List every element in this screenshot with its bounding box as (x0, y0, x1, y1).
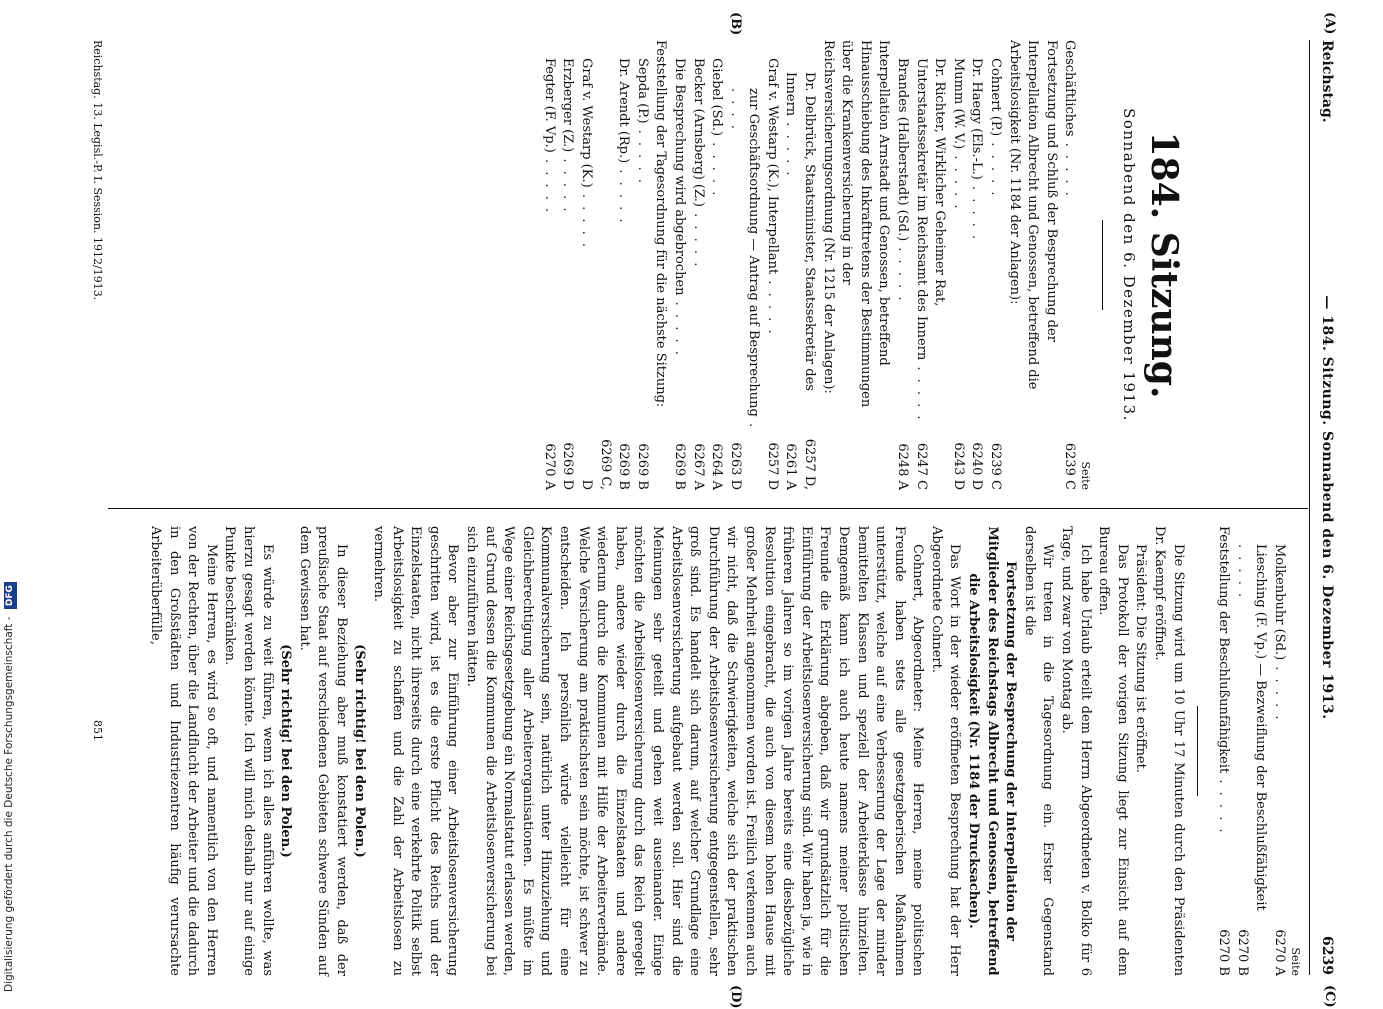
toc-entry (967, 40, 986, 490)
toc-entry (1232, 526, 1269, 976)
title-rule (1102, 220, 1103, 310)
toc-entry-page: 6270 A (541, 443, 557, 490)
column-divider (108, 508, 1308, 509)
paragraph: Bevor aber zur Einführung einer Arbeitslosenversicherung geschritten wird, ist es die erste Pflicht des Reichs und der Einzelstaaten, nicht ihrerseits durch eine verkehrte Politik selbst Arbeitslosigkeit zu schaffen und die Zahl der Arbeitslosen zu vermehren. (371, 526, 461, 976)
margin-marker-a: (A) (1322, 12, 1337, 35)
toc-entry (576, 40, 613, 490)
toc-entry (707, 40, 726, 490)
toc-entry-page: 6270 A (1272, 929, 1287, 976)
toc-entry-text: Interpellation Arnstadt und Genossen, betreffend Hinausschiebung des Inkrafttretens der Bestimmungen über die Krankenversicherung in der Reichsversicherungsordnung (Nr. 1215 der Anlagen): (820, 40, 892, 408)
toc-entry-text: Fortsetzung und Schluß der Besprechung der Interpellation Albrecht und Genossen, betreffend die Arbeitslosigkeit (Nr. 1184 der Anlagen): (1006, 40, 1059, 390)
paragraph: Das Protokoll der vorigen Sitzung liegt zur Einsicht auf dem Bureau offen. (1096, 526, 1130, 976)
section-rule (1197, 706, 1198, 796)
toc-entry-page: 6247 C (913, 442, 929, 490)
margin-marker-d: (D) (728, 985, 743, 1009)
toc-entry-page: 6269 C, D (578, 439, 613, 490)
toc-entry-page: 6269 D (560, 442, 576, 490)
toc-entry-text: Feststellung der Beschlußunfähigkeit . . . . . (1216, 526, 1232, 835)
toc-entry-page: 6269 B (671, 443, 687, 490)
toc-entry-page: 6269 B (616, 443, 632, 490)
toc-entry-text: Geschäftliches . . . . . (1062, 40, 1078, 198)
toc-entry-text: Feststellung der Tagesordnung für die nächste Sitzung: (653, 40, 669, 408)
toc-entry-page: 6267 A (690, 443, 706, 490)
toc-entry-page: 6257 D (764, 442, 780, 490)
paragraph: Präsident: Die Sitzung ist eröffnet. (1133, 544, 1149, 773)
toc-entry-text: Erzberger (Z.) . . . . . (560, 58, 576, 214)
margin-marker-b: (B) (728, 12, 743, 36)
paragraph: Die Sitzung wird um 10 Uhr 17 Minuten durch den Präsidenten Dr. Kaempf eröffnet. (1152, 526, 1186, 976)
table-of-contents (539, 40, 1078, 490)
toc-entry-text: Dr. Haegy (Els.-L.) . . . . . (969, 58, 985, 242)
proceedings-text (145, 526, 1186, 976)
digitization-note-text: Digitalisierung gefördert durch die Deutsche Forschungsgemeinschaft - (3, 616, 15, 992)
toc-entry (781, 40, 818, 490)
toc-entry-page: 6263 D (727, 442, 743, 490)
toc-entry-page: 6243 D (950, 442, 966, 490)
toc-entry-page: 6239 C (1062, 442, 1078, 490)
paragraph: Es würde zu weit führen, wenn ich alles anführen wollte, was hierzu gesagt werden könnte. Ich will mich deshalb nur auf einige Punkte beschränken. (222, 526, 275, 976)
toc-entry-text: Cohnert (P.) . . . . . (988, 58, 1004, 198)
toc-entry (985, 40, 1004, 490)
toc-entry-page: 6270 B (1234, 929, 1250, 976)
paragraph: Meine Herren, es wird so oft, und namentlich von den Herren von der Rechten, über die Landflucht der Arbeiter und die dadurch in den Großstädten und Industriezentren häufig verursachte Arbeiterüberfülle, (147, 526, 219, 976)
seite-label: Seite (1079, 461, 1093, 490)
toc-entry-text: Brandes (Halberstadt) (Sd.) . . . . . (895, 58, 911, 303)
toc-entry-page: 6270 B (1216, 929, 1232, 976)
session-date: Sonnabend den 6. Dezember 1913. (1120, 108, 1138, 422)
seite-label-right: Seite (1289, 947, 1302, 976)
toc-entry (1060, 40, 1079, 490)
header-rule (1309, 40, 1310, 975)
toc-entry (614, 40, 633, 490)
toc-entry-text: Fegter (F. Vp.) . . . . . (541, 58, 557, 215)
toc-entry-text: Sepda (P.) . . . . . (634, 58, 650, 185)
centered-paragraph: (Sehr richtig! bei den Polen.) (352, 644, 368, 858)
toc-entry (762, 40, 781, 490)
toc-entry-page: 6248 A (895, 443, 911, 490)
toc-entry (558, 40, 577, 490)
paragraph: Cohnert, Abgeordneter: Meine Herren, meine politischen Freunde haben stets alle gesetzgeberischen Maßnahmen unterstützt, welche auf eine Verbesserung der Lage der minder bemittelten Klassen und speziell der Arbeiterklasse hinzielten. Demgemäß kann ich auch heute namens meiner politischen Freunde die Erklärung abgeben, daß wir grundsätzlich für die Einführung der Arbeitslosenversicherung sind. Wir haben ja, wie in früheren Jahren so im vorigen Jahre bereits eine diesbezügliche Resolution eingebracht, die auch von diesem hohen Hause mit großer Mehrheit angenommen worden ist. Freilich verkennen auch wir nicht, daß die Schwierigkeiten, welche sich der praktischen Durchführung der Arbeitslosenversicherung entgegenstellen, sehr groß sind. Es handelt sich darum, auf welcher Grundlage eine Arbeitslosenversicherung aufgebaut werden soll. Hier sind die Meinungen sehr geteilt und gehen weit auseinander. Einige möchten die Arbeitslosenversicherung durch das Reich geregelt haben, andere wieder durch die Einzelstaaten und andere wiederum durch die Kommunen mit Hilfe der Arbeiterverbände. Welche Versicherung am praktischsten sein möchte, ist schwer zu entscheiden. Ich persönlich würde vielleicht für eine Kommunalversicherung sein, natürlich unter Hinzuziehung und Gleichberechtigung aller Arbeiterorganisationen. Es müßte im Wege einer Reichsgesetzgebung ein Normalstatut erlassen werden, auf Grund dessen die Kommunen die Arbeitslosenversicherung bei sich einzuführen hätten. (464, 526, 926, 976)
table-of-contents-continued (1214, 526, 1288, 976)
toc-entry-text: zur Geschäftsordnung — Antrag auf Besprechung . . . . . (727, 88, 762, 430)
toc-entry-text: Dr. Delbrück, Staatsminister, Staatssekretär des Innern . . . . . (783, 72, 818, 391)
toc-entry-text: Graf v. Westarp (K.), Interpellant . . . . . (764, 58, 780, 336)
sheet-number: 851 (91, 720, 104, 741)
toc-entry (725, 40, 762, 490)
toc-entry-text: Dr. Arendt (Rp.) . . . . . (616, 58, 632, 225)
running-head (1312, 40, 1342, 975)
digitization-note (0, 0, 18, 1000)
toc-entry (632, 40, 651, 490)
toc-entry (539, 40, 558, 490)
running-head-left: Reichstag. (1319, 40, 1335, 123)
page-number: 6239 (1319, 936, 1335, 975)
toc-entry-page: 6240 D (969, 442, 985, 490)
footer-signature: Reichstag. 13. Legisl.-P. I. Session. 1912/1913. (91, 40, 104, 301)
toc-entry-page: 6269 B (634, 443, 650, 490)
toc-entry (1004, 40, 1060, 490)
toc-entry-text: Die Besprechung wird abgebrochen . . . . . (671, 58, 687, 357)
toc-entry-text: Giebel (Sd.) . . . . . (709, 58, 725, 198)
toc-entry-page: 6239 C (988, 442, 1004, 490)
left-column (539, 40, 1302, 490)
toc-entry (688, 40, 707, 490)
paragraph: Ich habe Urlaub erteilt dem Herrn Abgeordneten v. Bolko für 6 Tage, und zwar von Montag ab. (1059, 526, 1093, 976)
toc-entry-text: Dr. Richter, Wirklicher Geheimer Rat, Unterstaatssekretär im Reichsamt des Innern . . . . . (913, 58, 948, 422)
centered-paragraph: (Sehr richtig! bei den Polen.) (278, 644, 294, 858)
toc-entry (1269, 526, 1288, 976)
paragraph: Wir treten in die Tagesordnung ein. Erster Gegenstand derselben ist die (1021, 526, 1056, 976)
document-page (52, 12, 1342, 1009)
toc-entry (948, 40, 967, 490)
toc-entry-text: Graf v. Westarp (K.) . . . . . (578, 58, 594, 249)
running-head-center: — 184. Sitzung. Sonnabend den 6. Dezember 1913. (1319, 295, 1335, 720)
toc-entry-text: Liesching (F. Vp.) — Bezweiflung der Beschlußfähigkeit . . . . . (1234, 544, 1269, 911)
toc-entry (651, 40, 670, 490)
toc-entry-text: Molkenbuhr (Sd.) . . . . . (1272, 544, 1287, 722)
paragraph: Das Wort in der wieder eröffneten Besprechung hat der Herr Abgeordnete Cohnert. (928, 526, 963, 976)
toc-entry (818, 40, 892, 490)
toc-entry-page: 6264 A (709, 443, 725, 490)
toc-entry-text: Becker (Arnsberg) (Z.) . . . . . (690, 58, 706, 269)
toc-entry-text: Mumm (W. V.) . . . . . (950, 58, 966, 211)
toc-entry (892, 40, 911, 490)
toc-entry (669, 40, 688, 490)
centered-paragraph: Fortsetzung der Besprechung der Interpellation der Mitglieder des Reichstags Albrecht und Genossen, betreffend die Arbeitslosigkeit (Nr. 1184 der Drucksachen). (966, 526, 1019, 976)
session-title: 184. Sitzung. (1143, 131, 1185, 399)
toc-entry (911, 40, 948, 490)
toc-entry (1214, 526, 1233, 976)
right-column (145, 526, 1302, 976)
margin-marker-c: (C) (1322, 985, 1337, 1008)
toc-entry-page: 6257 D, 6261 A (783, 438, 818, 490)
paragraph: In dieser Beziehung aber muß konstatiert werden, daß der preußische Staat auf verschiedenen Gebieten schwere Sünden auf dem Gewissen hat. (296, 526, 349, 976)
dfg-logo: DFG (4, 582, 17, 609)
